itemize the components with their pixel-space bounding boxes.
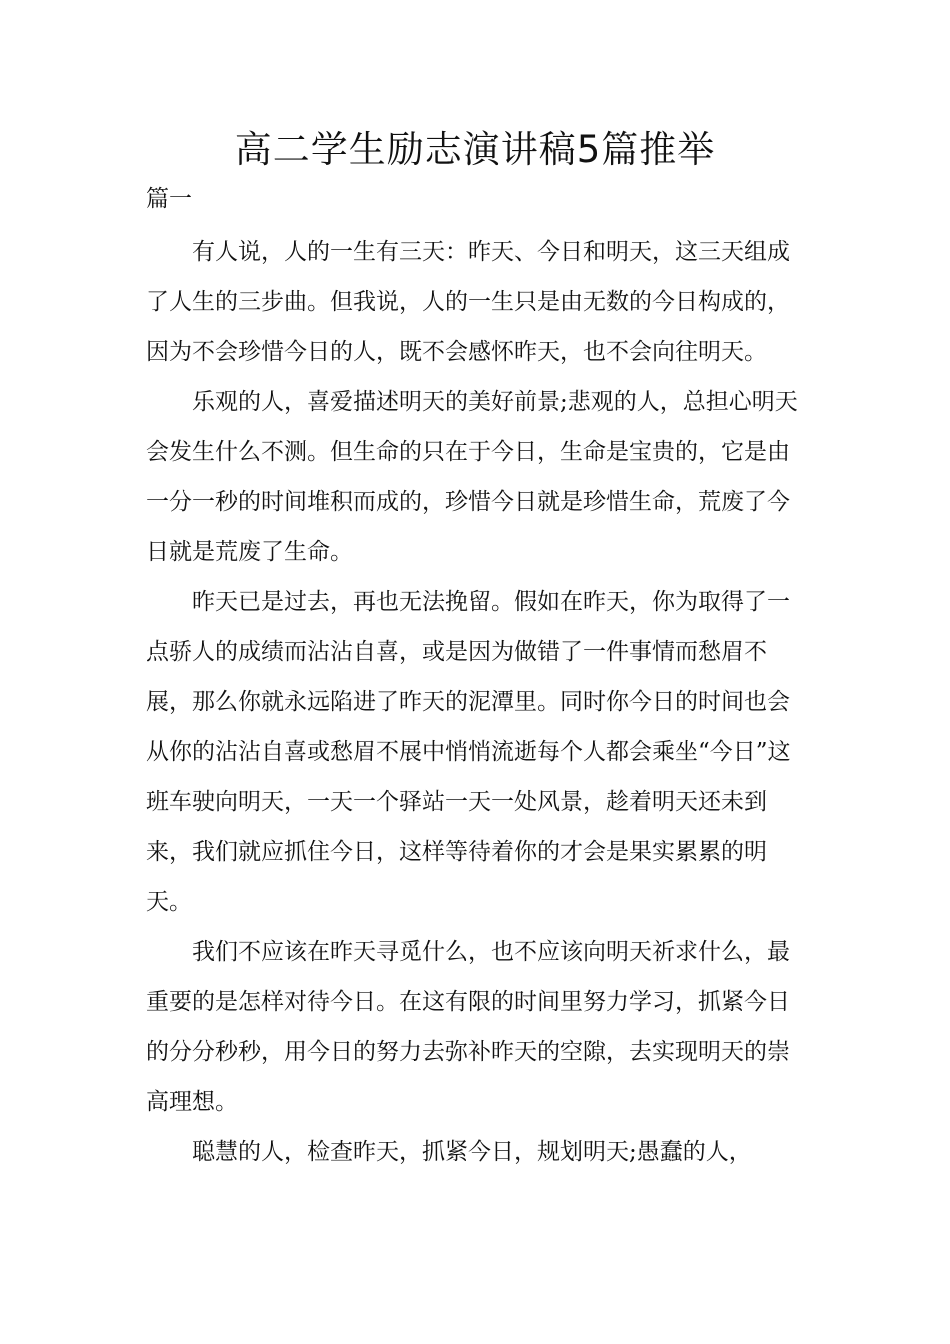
paragraph: 聪慧的人，检查昨天，抓紧今日，规划明天;愚蠢的人， (192, 1139, 752, 1165)
document-body (146, 227, 808, 1177)
paragraph: 乐观的人，喜爱描述明天的美好前景;悲观的人，总担心明天会发生什么不测。但生命的只在于今日，生命是宝贵的，它是由一分一秒的时间堆积而成的，珍惜今日就是珍惜生命，荒废了今日就是荒废了生命。 (146, 389, 798, 565)
section-label: 篇一 (146, 186, 192, 212)
paragraph: 昨天已是过去，再也无法挽留。假如在昨天，你为取得了一点骄人的成绩而沾沾自喜，或是因为做错了一件事情而愁眉不展，那么你就永远陷进了昨天的泥潭里。同时你今日的时间也会从你的沾沾自喜或愁眉不展中悄悄流逝每个人都会乘坐“今日”这班车驶向明天，一天一个驿站一天一处风景，趁着明天还未到来，我们就应抓住今日，这样等待着你的才会是果实累累的明天。 (146, 589, 791, 915)
paragraph: 有人说，人的一生有三天：昨天、今日和明天，这三天组成了人生的三步曲。但我说，人的一生只是由无数的今日构成的，因为不会珍惜今日的人，既不会感怀昨天，也不会向往明天。 (146, 239, 790, 365)
paragraph: 我们不应该在昨天寻觅什么，也不应该向明天祈求什么，最重要的是怎样对待今日。在这有限的时间里努力学习，抓紧今日的分分秒秒，用今日的努力去弥补昨天的空隙，去实现明天的崇高理想。 (146, 939, 790, 1115)
document-title: 高二学生励志演讲稿5篇推举 (234, 128, 716, 171)
